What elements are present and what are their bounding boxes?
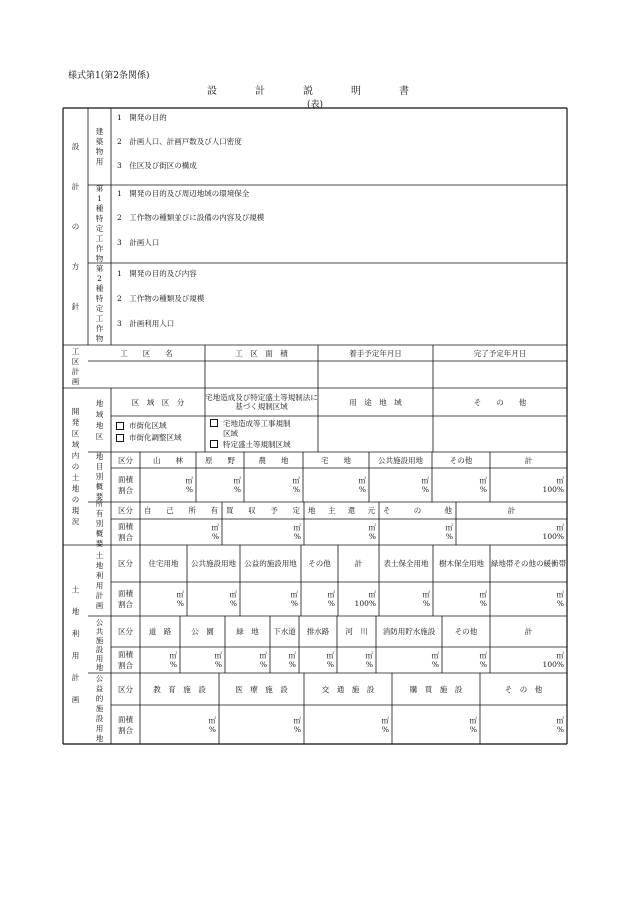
row-label-text: 面積 xyxy=(118,714,133,724)
unit-area: ㎡ xyxy=(381,715,389,725)
vertical-char: 用 xyxy=(71,650,80,660)
policy-group-2 xyxy=(88,185,111,263)
unit-percent: % xyxy=(176,599,184,608)
unit-area: ㎡ xyxy=(176,590,184,599)
owner-header-text: そ の 他 xyxy=(383,506,452,515)
public-value-cell xyxy=(490,647,567,673)
zoning-label xyxy=(88,388,111,452)
land-type-label xyxy=(88,452,111,502)
owner-label xyxy=(88,498,111,548)
policy-item: 2 工作物の種類並びに設備の内容及び規模 xyxy=(117,212,265,222)
vertical-char: 公 xyxy=(95,673,104,683)
vertical-char: 地 xyxy=(95,662,104,672)
land-type-header: 公共施設用地 xyxy=(378,455,423,465)
vertical-char: 益 xyxy=(95,683,104,693)
vertical-char: 用 xyxy=(95,723,104,733)
public-value-cell xyxy=(225,647,270,673)
unit-percent: 100% xyxy=(542,485,564,494)
plan-header: 住宅用地 xyxy=(148,559,179,568)
unit-percent: % xyxy=(208,724,216,734)
vertical-char: 域 xyxy=(71,440,80,449)
plan-label xyxy=(88,545,111,616)
plan-header: 表土保全用地 xyxy=(383,559,429,568)
plan-row-label xyxy=(111,582,140,616)
unit-percent: % xyxy=(368,532,376,541)
land-type-header: 山 林 xyxy=(153,455,183,465)
unit-percent: % xyxy=(381,724,389,734)
work-plan-header: 完了予定年月日 xyxy=(473,348,527,358)
public-label xyxy=(88,616,111,673)
vertical-char: 設 xyxy=(71,141,80,151)
vertical-char: の xyxy=(71,221,80,231)
vertical-char: 別 xyxy=(95,472,104,481)
unit-area: ㎡ xyxy=(358,476,366,485)
unit-area: ㎡ xyxy=(327,590,335,599)
public-header: 道 路 xyxy=(148,627,172,636)
plan-header: 計 xyxy=(354,559,363,568)
public-value-cell xyxy=(376,647,442,673)
row-label-text: 面積 xyxy=(118,589,133,598)
policy-item: 1 開発の目的及び周辺地域の環境保全 xyxy=(117,188,250,198)
benefit-value-cell xyxy=(140,705,219,744)
public-row-label xyxy=(111,647,140,673)
unit-percent: % xyxy=(469,724,477,734)
vertical-char: 利 xyxy=(95,570,104,580)
vertical-char: 物 xyxy=(95,254,104,263)
unit-percent: % xyxy=(169,660,177,669)
owner-value-cell xyxy=(222,519,304,545)
public-header: 区分 xyxy=(118,627,133,636)
policy-item: 3 計画人口 xyxy=(117,237,160,247)
vertical-char: 公 xyxy=(95,617,104,627)
unit-percent: % xyxy=(293,532,301,541)
land-type-value-cell xyxy=(303,468,369,502)
unit-percent: 100% xyxy=(542,660,564,669)
unit-area: ㎡ xyxy=(479,651,487,660)
vertical-char: 物 xyxy=(95,334,104,343)
vertical-char: 区 xyxy=(71,429,80,438)
regulation-option: 区域 xyxy=(223,428,238,438)
owner-header: 区分 xyxy=(118,506,133,515)
unit-area: ㎡ xyxy=(445,523,453,532)
vertical-char: 画 xyxy=(71,694,80,704)
benefit-value-cell xyxy=(219,705,304,744)
regulation-option-label: 宅地造成等工事規制 xyxy=(223,418,291,428)
vertical-char: 定 xyxy=(95,304,104,313)
vertical-char: 所 xyxy=(95,498,104,508)
owner-value-cell xyxy=(456,519,567,545)
vertical-char: 画 xyxy=(95,600,104,610)
public-value-cell xyxy=(299,647,337,673)
plan-value-cell xyxy=(240,582,301,616)
vertical-char: 発 xyxy=(71,418,80,427)
policy-item: 1 開発の目的及び内容 xyxy=(117,268,197,278)
checkbox-icon[interactable] xyxy=(116,434,124,442)
zoning-other-header: そ の 他 xyxy=(473,397,527,407)
area-option-label: 市街化調整区域 xyxy=(129,433,182,442)
owner-header xyxy=(379,502,456,519)
unit-percent: % xyxy=(556,599,564,608)
vertical-char: 共 xyxy=(95,626,104,636)
unit-area: ㎡ xyxy=(169,651,177,660)
policy-group-1 xyxy=(88,108,111,185)
regulation-header: 宅地造成及び特定盛土等規制法に基づく規制区域 xyxy=(205,393,318,411)
vertical-char: 工 xyxy=(95,234,104,243)
unit-area: ㎡ xyxy=(233,476,241,485)
vertical-char: 計 xyxy=(71,366,80,376)
row-label-text: 面積 xyxy=(118,650,133,659)
unit-area: ㎡ xyxy=(211,523,219,532)
vertical-char: 種 xyxy=(95,204,104,213)
unit-area: ㎡ xyxy=(556,651,564,660)
row-label-text: 面積 xyxy=(118,475,133,484)
vertical-char: 作 xyxy=(95,324,104,333)
unit-area: ㎡ xyxy=(259,651,267,660)
public-value-cell xyxy=(337,647,376,673)
plan-value-cell xyxy=(338,582,379,616)
vertical-char: 第 xyxy=(95,184,104,193)
owner-header xyxy=(222,502,304,519)
land-type-header: 区分 xyxy=(118,455,133,465)
owner-header-text: 自 己 所 有 xyxy=(144,506,218,515)
vertical-char: 地 xyxy=(95,452,104,461)
public-header: 公 園 xyxy=(191,627,214,636)
vertical-char: 第 xyxy=(95,264,104,273)
public-header: 下水道 xyxy=(273,627,296,636)
form-number: 様式第1(第2条関係) xyxy=(68,71,150,81)
vertical-char: 内 xyxy=(71,451,80,460)
benefit-header: そ の 他 xyxy=(504,684,543,694)
row-label-text: 割合 xyxy=(118,725,133,735)
vertical-char: 況 xyxy=(71,517,80,526)
unit-percent: % xyxy=(292,485,300,494)
owner-header: 計 xyxy=(507,506,516,515)
vertical-char: の xyxy=(71,495,80,504)
unit-percent: % xyxy=(421,485,429,494)
unit-area: ㎡ xyxy=(431,651,439,660)
vertical-char: 2 xyxy=(97,274,102,283)
vertical-char: 施 xyxy=(95,703,104,713)
unit-percent: % xyxy=(211,532,219,541)
vertical-char: 建 xyxy=(95,126,104,136)
vertical-char: 設 xyxy=(95,644,104,654)
public-value-cell xyxy=(180,647,225,673)
unit-area: ㎡ xyxy=(422,590,430,599)
benefit-header: 購 買 施 設 xyxy=(409,684,463,694)
plan-value-cell xyxy=(490,582,567,616)
use-district-header: 用 途 地 域 xyxy=(349,397,402,407)
vertical-char: 要 xyxy=(95,538,104,548)
public-header: 排水路 xyxy=(306,627,330,636)
unit-percent: % xyxy=(358,485,366,494)
vertical-char: 要 xyxy=(95,492,104,501)
unit-percent: 100% xyxy=(542,532,564,541)
vertical-char: 定 xyxy=(95,224,104,233)
owner-header xyxy=(304,502,379,519)
land-type-value-cell xyxy=(140,468,196,502)
unit-percent: % xyxy=(288,660,296,669)
row-label-text: 面積 xyxy=(118,522,133,531)
document-subtitle: (表) xyxy=(306,100,324,110)
vertical-char: 工 xyxy=(71,346,80,356)
unit-area: ㎡ xyxy=(479,476,487,485)
vertical-char: 地 xyxy=(71,606,80,616)
unit-percent: % xyxy=(327,599,335,608)
vertical-char: 用 xyxy=(95,156,104,166)
vertical-char: 域 xyxy=(95,410,104,419)
plan-value-cell xyxy=(187,582,240,616)
vertical-char: 用 xyxy=(95,580,104,590)
vertical-char: 種 xyxy=(95,284,104,293)
land-type-header: その他 xyxy=(449,455,473,465)
benefit-row-label xyxy=(111,705,140,744)
vertical-char: 概 xyxy=(95,528,104,538)
vertical-char: 現 xyxy=(71,506,80,515)
land-use-label xyxy=(63,545,88,744)
vertical-char: 工 xyxy=(95,314,104,323)
vertical-char: 画 xyxy=(71,376,80,386)
checkbox-icon[interactable] xyxy=(116,422,124,430)
design-policy-label xyxy=(63,108,88,345)
unit-percent: % xyxy=(259,660,267,669)
vertical-char: 地 xyxy=(95,421,104,430)
area-option-label: 市街化区域 xyxy=(129,421,167,430)
row-label-text: 割合 xyxy=(118,661,133,670)
vertical-char: 物 xyxy=(95,146,104,156)
benefit-header: 医 療 施 設 xyxy=(235,684,288,694)
row-label-text: 割合 xyxy=(118,600,133,609)
vertical-char: 地 xyxy=(95,399,104,408)
unit-percent: 100% xyxy=(354,599,376,608)
policy-item: 2 工作物の種類及び規模 xyxy=(117,293,205,303)
vertical-char: 計 xyxy=(71,672,80,682)
unit-percent: % xyxy=(431,660,439,669)
land-type-header: 宅 地 xyxy=(321,455,351,465)
work-plan-header: 工 区 名 xyxy=(120,348,173,358)
checkbox-icon[interactable] xyxy=(210,419,218,427)
vertical-char: 築 xyxy=(95,136,104,146)
plan-value-cell xyxy=(433,582,490,616)
vertical-char: 開 xyxy=(71,407,80,416)
unit-area: ㎡ xyxy=(208,715,216,725)
public-header: 緑 地 xyxy=(236,627,259,636)
unit-area: ㎡ xyxy=(288,651,296,660)
vertical-char: 土 xyxy=(71,473,80,482)
vertical-char: 土 xyxy=(71,584,80,594)
benefit-header: 区分 xyxy=(118,684,133,694)
plan-value-cell xyxy=(301,582,338,616)
vertical-char: 方 xyxy=(71,261,80,271)
vertical-char: 別 xyxy=(95,518,104,528)
unit-percent: % xyxy=(422,599,430,608)
benefit-header: 教 育 施 設 xyxy=(153,684,206,694)
unit-percent: % xyxy=(479,599,487,608)
unit-area: ㎡ xyxy=(556,590,564,599)
unit-percent: % xyxy=(233,485,241,494)
unit-area: ㎡ xyxy=(421,476,429,485)
unit-area: ㎡ xyxy=(293,715,301,725)
unit-area: ㎡ xyxy=(469,715,477,725)
unit-area: ㎡ xyxy=(326,651,334,660)
unit-area: ㎡ xyxy=(214,651,222,660)
vertical-char: 施 xyxy=(95,635,104,645)
unit-percent: % xyxy=(365,660,373,669)
land-type-value-cell xyxy=(369,468,432,502)
owner-value-cell xyxy=(140,519,222,545)
unit-percent: % xyxy=(185,485,193,494)
public-value-cell xyxy=(140,647,180,673)
unit-area: ㎡ xyxy=(479,590,487,599)
unit-area: ㎡ xyxy=(229,590,237,599)
unit-percent: % xyxy=(290,599,298,608)
plan-header: 区分 xyxy=(118,559,133,568)
land-type-value-cell xyxy=(196,468,244,502)
plan-value-cell xyxy=(379,582,433,616)
unit-area: ㎡ xyxy=(556,523,564,532)
work-plan-header: 工 区 面 積 xyxy=(235,348,288,358)
public-header: 河 川 xyxy=(345,627,368,636)
plan-header: 緑地帯その他の緩衝帯 xyxy=(491,559,566,568)
land-type-value-cell xyxy=(432,468,490,502)
vertical-char: 針 xyxy=(71,301,80,311)
public-header: 計 xyxy=(524,627,533,636)
vertical-char: 設 xyxy=(95,713,104,723)
vertical-char: 特 xyxy=(95,214,104,223)
unit-percent: % xyxy=(556,724,564,734)
unit-area: ㎡ xyxy=(290,590,298,599)
owner-header-text: 地 主 還 元 xyxy=(308,506,375,515)
vertical-char: 地 xyxy=(95,733,104,743)
plan-value-cell xyxy=(140,582,187,616)
vertical-char: 計 xyxy=(71,181,80,191)
land-type-header: 農 地 xyxy=(258,455,289,465)
unit-percent: % xyxy=(326,660,334,669)
plan-header: 公共施設用地 xyxy=(191,559,236,568)
checkbox-icon[interactable] xyxy=(210,440,218,448)
area-class-header: 区 域 区 分 xyxy=(131,397,185,407)
vertical-char: 地 xyxy=(71,484,80,493)
unit-percent: % xyxy=(229,599,237,608)
owner-value-cell xyxy=(304,519,379,545)
unit-area: ㎡ xyxy=(293,523,301,532)
land-type-value-cell xyxy=(490,468,567,502)
policy-item: 1 開発の目的 xyxy=(117,112,167,122)
vertical-char: 特 xyxy=(95,294,104,303)
document-title: 設 計 説 明 書 xyxy=(207,86,423,97)
policy-item: 3 計画利用人口 xyxy=(117,318,175,328)
owner-value-cell xyxy=(379,519,456,545)
vertical-char: 計 xyxy=(95,590,104,600)
vertical-char: 有 xyxy=(95,508,104,518)
unit-area: ㎡ xyxy=(292,476,300,485)
vertical-char: 作 xyxy=(95,244,104,253)
unit-percent: % xyxy=(479,485,487,494)
unit-area: ㎡ xyxy=(185,476,193,485)
owner-row-label xyxy=(111,519,140,545)
benefit-value-cell xyxy=(304,705,392,744)
work-plan-label xyxy=(63,345,88,388)
benefit-label xyxy=(88,673,111,744)
plan-header: 公益的施設用地 xyxy=(244,559,297,568)
vertical-char: 区 xyxy=(71,356,80,366)
public-value-cell xyxy=(442,647,490,673)
row-label-text: 割合 xyxy=(118,533,133,542)
land-type-row-label xyxy=(111,468,140,502)
vertical-char: 地 xyxy=(95,560,104,570)
vertical-char: 概 xyxy=(95,482,104,491)
unit-area: ㎡ xyxy=(368,590,376,599)
benefit-value-cell xyxy=(392,705,480,744)
regulation-option xyxy=(207,418,318,428)
vertical-char: 1 xyxy=(97,194,102,203)
plan-header: 樹木保全用地 xyxy=(439,559,484,568)
benefit-value-cell xyxy=(480,705,567,744)
land-status-label xyxy=(63,388,88,545)
area-option xyxy=(113,432,205,443)
vertical-char: 利 xyxy=(71,628,80,638)
unit-percent: % xyxy=(214,660,222,669)
unit-area: ㎡ xyxy=(368,523,376,532)
work-plan-header: 着手予定年月日 xyxy=(349,348,402,358)
public-value-cell xyxy=(270,647,299,673)
row-label-text: 割合 xyxy=(118,486,133,495)
owner-header xyxy=(140,502,222,519)
public-header: 消防用貯水施設 xyxy=(382,627,436,636)
unit-percent: % xyxy=(445,532,453,541)
public-header: その他 xyxy=(454,627,478,636)
policy-item: 3 住区及び街区の構成 xyxy=(117,160,197,170)
land-type-header: 原 野 xyxy=(205,455,235,465)
owner-header-text: 買 収 予 定 xyxy=(226,506,300,515)
unit-percent: % xyxy=(293,724,301,734)
regulation-option xyxy=(207,439,318,449)
land-type-value-cell xyxy=(244,468,303,502)
unit-percent: % xyxy=(479,660,487,669)
plan-header: その他 xyxy=(308,559,331,568)
vertical-char: 目 xyxy=(95,462,104,471)
land-type-header: 計 xyxy=(524,455,533,465)
vertical-char: 的 xyxy=(95,693,104,703)
policy-group-3 xyxy=(88,263,111,345)
policy-item: 2 計画人口、計画戸数及び人口密度 xyxy=(117,136,242,146)
vertical-char: 区 xyxy=(95,432,104,441)
vertical-char: 土 xyxy=(95,550,104,560)
vertical-char: 用 xyxy=(95,653,104,663)
regulation-option-label: 特定盛土等規制区域 xyxy=(223,439,291,449)
unit-area: ㎡ xyxy=(556,715,564,725)
vertical-char: の xyxy=(71,462,80,471)
unit-area: ㎡ xyxy=(365,651,373,660)
area-option xyxy=(113,420,205,431)
unit-area: ㎡ xyxy=(556,476,564,485)
benefit-header: 交 通 施 設 xyxy=(321,684,375,694)
